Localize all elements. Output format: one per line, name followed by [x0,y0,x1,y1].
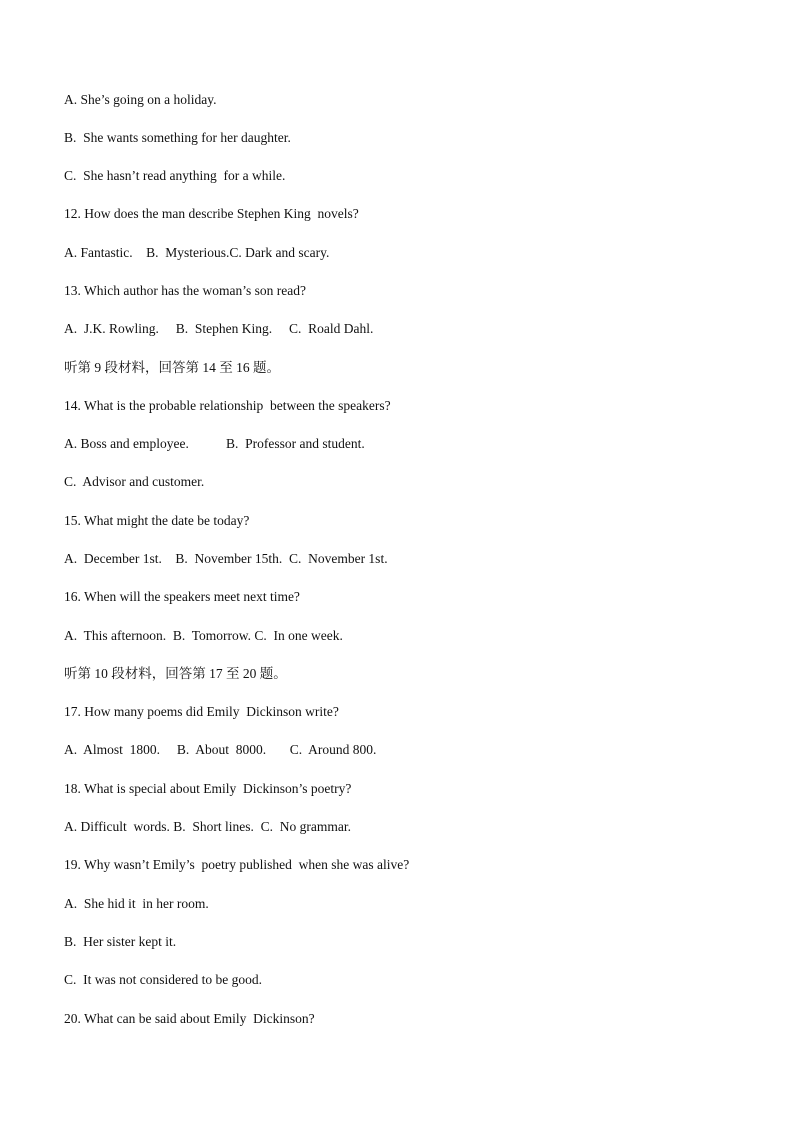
option-11c: C. She hasn’t read anything for a while. [64,168,286,183]
option-19b: B. Her sister kept it. [64,934,177,949]
question-15: 15. What might the date be today? [64,513,250,528]
options-13: A. J.K. Rowling. B. Stephen King. C. Roald Dahl. [64,321,374,336]
question-18: 18. What is special about Emily Dickinson’s poetry? [64,781,352,796]
options-17: A. Almost 1800. B. About 8000. C. Around 800. [64,742,377,757]
question-12: 12. How does the man describe Stephen King novels? [64,206,359,221]
question-13: 13. Which author has the woman’s son read? [64,283,306,298]
options-12: A. Fantastic. B. Mysterious.C. Dark and scary. [64,245,330,260]
options-16: A. This afternoon. B. Tomorrow. C. In one week. [64,628,343,643]
question-14: 14. What is the probable relationship between the speakers? [64,398,391,413]
option-14c: C. Advisor and customer. [64,474,205,489]
question-19: 19. Why wasn’t Emily’s poetry published when she was alive? [64,857,410,872]
options-15: A. December 1st. B. November 15th. C. November 1st. [64,551,388,566]
options-14ab: A. Boss and employee. B. Professor and student. [64,436,365,451]
question-17: 17. How many poems did Emily Dickinson write? [64,704,339,719]
option-11b: B. She wants something for her daughter. [64,130,291,145]
options-18: A. Difficult words. B. Short lines. C. No grammar. [64,819,351,834]
section-heading-10: 听第 10 段材料，回答第 17 至 20 题。 [64,666,287,681]
option-19c: C. It was not considered to be good. [64,972,262,987]
question-16: 16. When will the speakers meet next time? [64,589,300,604]
option-11a: A. She’s going on a holiday. [64,92,217,107]
option-19a: A. She hid it in her room. [64,896,209,911]
section-heading-9: 听第 9 段材料，回答第 14 至 16 题。 [64,360,280,375]
question-20: 20. What can be said about Emily Dickinson? [64,1011,315,1026]
